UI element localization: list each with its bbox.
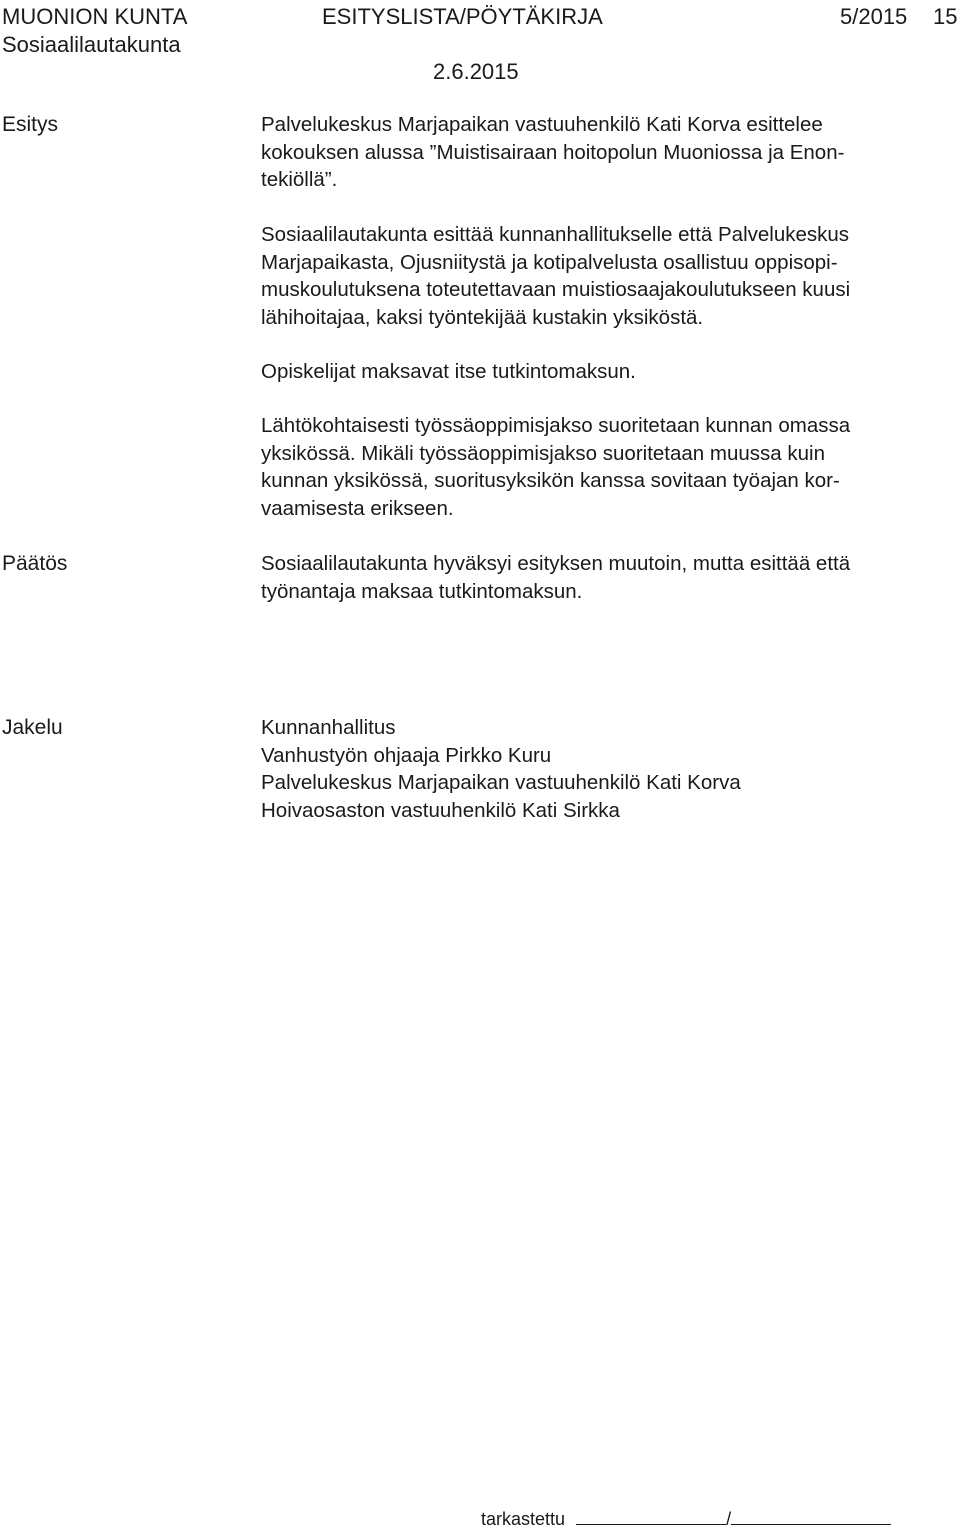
initials-blank-1 (576, 1508, 726, 1525)
text-line: tekiöllä”. (261, 168, 338, 191)
recipient: Palvelukeskus Marjapaikan vastuuhenkilö Kati Korva (261, 771, 741, 794)
jakelu-recipient-list (261, 714, 951, 824)
page-number: 15 (933, 4, 958, 29)
text-line: Marjapaikasta, Ojusniitystä ja kotipalvelusta osallistuu oppisopi- (261, 250, 838, 274)
document-type: ESITYSLISTA/PÖYTÄKIRJA (322, 4, 603, 29)
text-line: muskoulutuksena toteutettavaan muistiosaajakoulutukseen kuusi (261, 278, 851, 301)
meeting-date: 2.6.2015 (433, 59, 519, 84)
text-line: Sosiaalilautakunta esittää kunnanhallitukselle että Palvelukeskus (261, 223, 850, 246)
initials-blank-2 (731, 1508, 891, 1525)
checked-label: tarkastettu (481, 1509, 566, 1529)
recipient: Vanhustyön ohjaaja Pirkko Kuru (261, 743, 552, 767)
section-label-esitys: Esitys (2, 113, 59, 136)
text-line: kunnan yksikössä, suoritusyksikön kanssa sovitaan työajan kor- (261, 469, 840, 492)
paatos-paragraph (261, 550, 951, 605)
initials-separator: / (726, 1509, 732, 1529)
esitys-paragraph-4 (261, 412, 951, 522)
text-line: työnantaja maksaa tutkintomaksun. (261, 579, 583, 603)
text-line: Sosiaalilautakunta hyväksyi esityksen muutoin, mutta esittää että (261, 552, 851, 575)
text-line: yksikössä. Mikäli työssäoppimisjakso suoritetaan muussa kuin (261, 441, 825, 465)
recipient: Kunnanhallitus (261, 716, 396, 739)
municipality-name: MUONION KUNTA (2, 4, 188, 29)
review-footer (481, 1508, 891, 1530)
text-line: kokouksen alussa ”Muistisairaan hoitopolun Muoniossa ja Enon- (261, 140, 845, 164)
section-label-jakelu: Jakelu (2, 716, 63, 739)
text-line: Lähtökohtaisesti työssäoppimisjakso suoritetaan kunnan omassa (261, 414, 851, 437)
section-label-paatos: Päätös (2, 552, 68, 575)
document-number: 5/2015 (840, 4, 908, 29)
text-line: lähihoitajaa, kaksi työntekijää kustakin yksiköstä. (261, 305, 704, 329)
text-line: Palvelukeskus Marjapaikan vastuuhenkilö Kati Korva esittelee (261, 113, 823, 136)
committee-name: Sosiaalilautakunta (2, 32, 181, 57)
text-line: Opiskelijat maksavat itse tutkintomaksun. (261, 360, 636, 383)
esitys-paragraph-1 (261, 111, 951, 194)
esitys-paragraph-3 (261, 358, 951, 386)
esitys-paragraph-2 (261, 221, 951, 331)
text-line: vaamisesta erikseen. (261, 496, 454, 520)
recipient: Hoivaosaston vastuuhenkilö Kati Sirkka (261, 798, 620, 822)
